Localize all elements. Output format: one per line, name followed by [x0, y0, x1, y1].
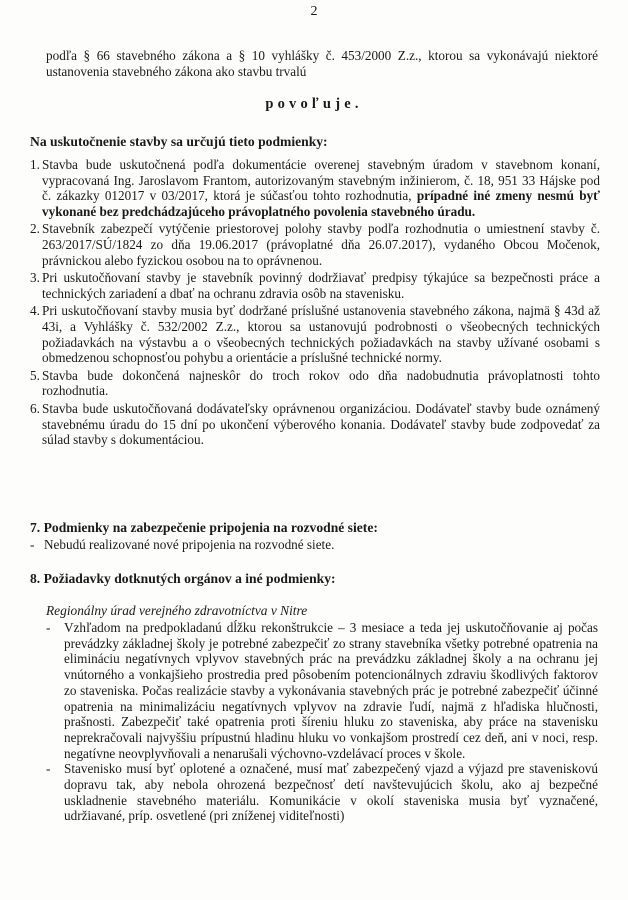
dash-bullet: - — [46, 620, 51, 635]
condition-number: 1. — [30, 157, 40, 172]
section8-list — [46, 620, 598, 824]
dash-bullet: - — [46, 761, 51, 777]
section8-organization: Regionálny úrad verejného zdravotníctva v Nitre — [46, 603, 308, 618]
section8-item — [46, 620, 598, 761]
section7-heading: 7. Podmienky na zabezpečenie pripojenia na rozvodné siete: — [30, 520, 378, 535]
conditions-list — [30, 157, 600, 450]
section8-item-text: Stavenisko musí byť oplotené a označené, musí mať zabezpečený vjazd a výjazd pre staveniskovú dopravu tak, aby nebola ohrozená bezpečnosť detí navštevujúcich školu, ako aj bezpečné uskladnenie stavebného materiálu. Komunikácie v okolí staveniska musia byť vyznačené, udržiavané, príp. osvetlené (pri zníženej viditeľnosti) — [64, 761, 598, 824]
condition-item — [30, 368, 600, 399]
condition-text: Stavba bude uskutočnená podľa dokumentácie overenej stavebným úradom v stavebnom konaní, vypracovaná Ing. Jaroslavom Frantom, autorizovaným stavebným inžinierom, č. 18, 951 33 Hájske pod č. zákazky 012017 v 03/2017, ktorá je súčasťou tohto rozhodnutia, — [42, 157, 600, 204]
condition-text: Stavebník zabezpečí vytýčenie priestorovej polohy stavby podľa rozhodnutia o umiestnení stavby č. 263/2017/SÚ/1824 zo dňa 19.06.2017 (právoplatné dňa 26.07.2017), vydaného Obcou Močenok, právnickou alebo fyzickou osobou na to oprávnenou. — [42, 221, 600, 268]
condition-number: 3. — [30, 270, 40, 286]
condition-number: 5. — [30, 367, 40, 383]
page-number: 2 — [310, 4, 318, 19]
condition-number: 6. — [30, 400, 40, 416]
conditions-heading: Na uskutočnenie stavby sa určujú tieto podmienky: — [30, 134, 328, 149]
condition-bold-text: prípadné iné zmeny nesmú byť vykonané bez predchádzajúceho právoplatného povolenia stavebného úradu. — [42, 188, 600, 219]
condition-number: 2. — [30, 221, 40, 237]
condition-text: Pri uskutočňovaní stavby je stavebník povinný dodržiavať predpisy týkajúce sa bezpečnosti práce a technických zariadení a dbať na ochranu zdravia osôb na stavenisku. — [42, 270, 600, 301]
decision-word: povoľuje. — [265, 96, 363, 112]
condition-text: Stavba bude uskutočňovaná dodávateľsky oprávnenou organizáciou. Dodávateľ stavby bude oznámený stavebnému úradu do 15 dní po ukončení výberového konania. Dodávateľ stavby bude zodpovedať za súlad stavby s dokumentáciou. — [42, 400, 600, 448]
intro-paragraph: podľa § 66 stavebného zákona a § 10 vyhlášky č. 453/2000 Z.z., ktorou sa vykonávajú niektoré ustanovenia stavebného zákona ako stavbu trvalú — [46, 48, 598, 79]
section8-heading: 8. Požiadavky dotknutých orgánov a iné podmienky: — [30, 571, 336, 586]
condition-number: 4. — [30, 303, 40, 319]
section7-text: Nebudú realizované nové pripojenia na rozvodné siete. — [44, 537, 335, 552]
condition-item — [30, 270, 600, 301]
condition-item — [30, 401, 600, 448]
condition-item — [30, 221, 600, 268]
section8-item — [46, 761, 598, 824]
condition-item — [30, 157, 600, 219]
condition-text: Pri uskutočňovaní stavby musia byť dodržané príslušné ustanovenia stavebného zákona, najmä § 43d až 43i, a Vyhlášky č. 532/2002 Z.z., ktorou sa ustanovujú podrobnosti o všeobecných technických požiadavkách na výstavbu a o všeobecných technických požiadavkách na stavby užívané osobami s obmedzenou schopnosťou pohybu a orientácie a príslušné technické normy. — [42, 303, 600, 366]
section8-item-text: Vzhľadom na predpokladanú dĺžku rekonštrukcie – 3 mesiace a teda jej uskutočňovanie aj počas prevádzky základnej školy je potrebné zabezpečiť zo strany stavebníka všetky potrebné opatrenia na elimináciu negatívnych vplyvov stavebných prác na prevádzku základnej školy a na ochranu jej vnútorného a vonkajšieho prostredia pred pôsobením potencionálnych zdraviu škodlivých faktorov zo staveniska. Počas realizácie stavby a vykonávania stavebných prác je potrebné zabezpečiť účinné opatrenia na minimalizáciu negatívnych vplyvov na zdravie ľudí, najmä z hľadiska hlučnosti, prašnosti. Zabezpečiť také opatrenia proti šíreniu hluku zo staveniska, aby práce na stavenisku neprekračovali najvyššiu prípustnú hladinu hluku vo vonkajšom prostredí cez deň, ani v noci, resp. negatívne neovplyvňovali a nenarušali výchovno-vzdelávací proces v škole. — [64, 620, 598, 761]
dash-bullet: - — [30, 537, 35, 552]
condition-item — [30, 303, 600, 365]
condition-text: Stavba bude dokončená najneskôr do troch rokov odo dňa nadobudnutia právoplatnosti tohto rozhodnutia. — [42, 367, 600, 399]
